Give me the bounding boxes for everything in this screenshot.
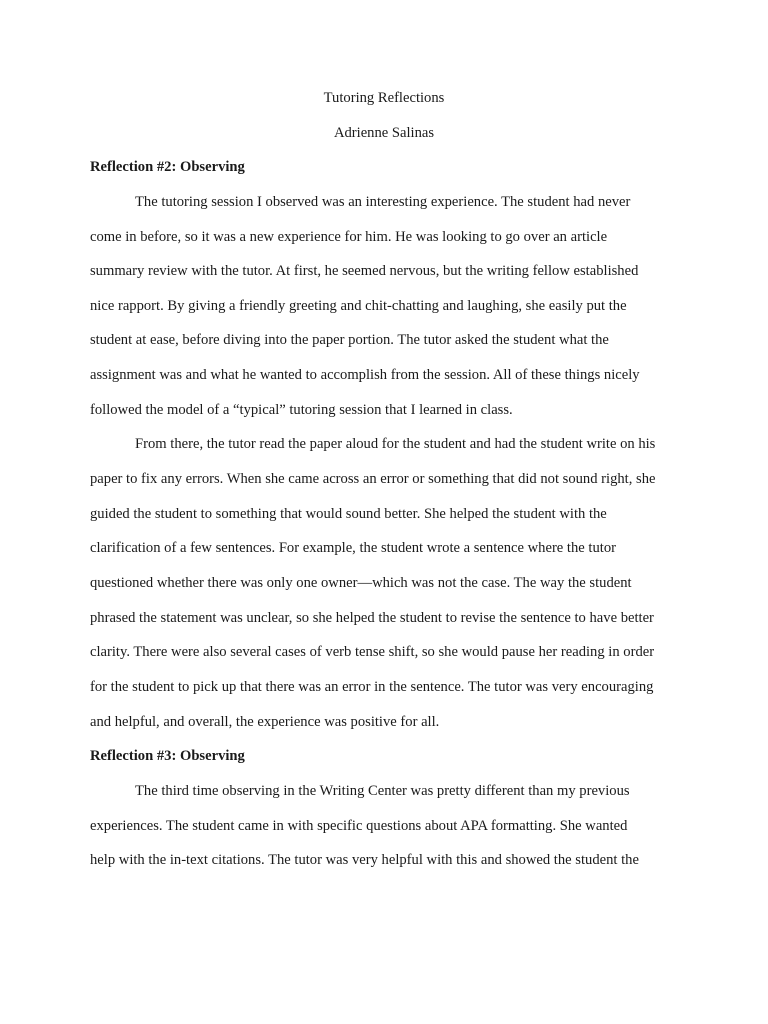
document-author: Adrienne Salinas (333, 125, 435, 141)
paragraph-line: and helpful, and overall, the experience was positive for all. (90, 714, 440, 730)
paragraph-line: experiences. The student came in with specific questions about APA formatting. She wanted (90, 818, 628, 834)
paragraph-line: questioned whether there was only one owner—which was not the case. The way the student (90, 575, 632, 591)
paragraph-line: nice rapport. By giving a friendly greeting and chit-chatting and laughing, she easily put the (90, 298, 627, 314)
section-heading-reflection-3: Reflection #3: Observing (90, 748, 245, 764)
paragraph-line: for the student to pick up that there was an error in the sentence. The tutor was very encouraging (90, 679, 654, 695)
paragraph-line: come in before, so it was a new experience for him. He was looking to go over an article (90, 229, 608, 245)
paragraph-line: summary review with the tutor. At first, he seemed nervous, but the writing fellow established (90, 263, 639, 279)
paragraph-line: The tutoring session I observed was an interesting experience. The student had never (135, 194, 631, 210)
paragraph-line: help with the in-text citations. The tutor was very helpful with this and showed the student the (90, 852, 639, 868)
paragraph-line: clarity. There were also several cases of verb tense shift, so she would pause her reading in order (90, 644, 655, 660)
paragraph-line: student at ease, before diving into the paper portion. The tutor asked the student what the (90, 332, 609, 348)
paragraph-line: clarification of a few sentences. For example, the student wrote a sentence where the tutor (90, 540, 616, 556)
paragraph-line: From there, the tutor read the paper aloud for the student and had the student write on his (135, 436, 656, 452)
document-title: Tutoring Reflections (323, 90, 445, 106)
paragraph-line: guided the student to something that would sound better. She helped the student with the (90, 506, 607, 522)
paragraph-line: phrased the statement was unclear, so she helped the student to revise the sentence to have better (90, 610, 654, 626)
paragraph-line: assignment was and what he wanted to accomplish from the session. All of these things nicely (90, 367, 640, 383)
paragraph-line: The third time observing in the Writing Center was pretty different than my previous (135, 783, 630, 799)
section-heading-reflection-2: Reflection #2: Observing (90, 159, 245, 175)
paragraph-line: followed the model of a “typical” tutoring session that I learned in class. (90, 402, 513, 418)
paragraph-line: paper to fix any errors. When she came across an error or something that did not sound right, she (90, 471, 656, 487)
